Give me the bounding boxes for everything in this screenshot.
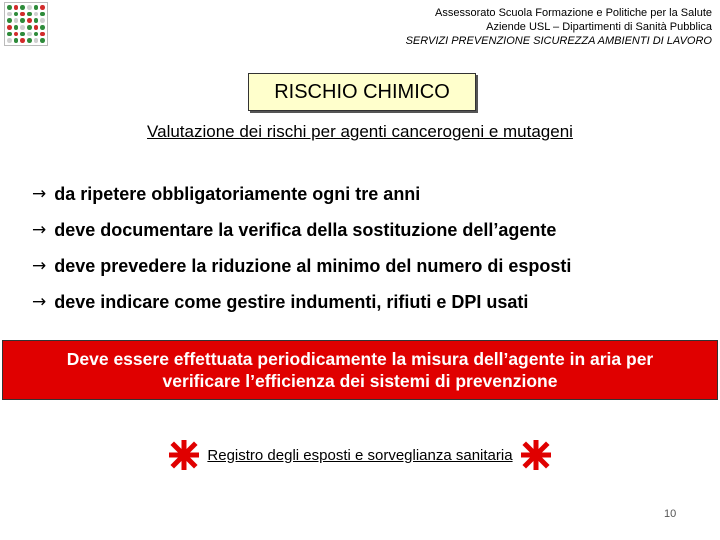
logo-dot — [34, 25, 39, 30]
header-line-2: Aziende USL – Dipartimenti di Sanità Pubblica — [486, 21, 712, 33]
bullet-text: deve prevedere la riduzione al minimo del numero di esposti — [54, 255, 572, 276]
logo-dot — [34, 18, 39, 23]
logo-dot — [14, 5, 19, 10]
logo-dot — [14, 32, 19, 37]
bullet-item — [32, 284, 712, 320]
highlight-banner — [2, 340, 718, 400]
logo-dot — [7, 32, 12, 37]
banner-line-1: Deve essere effettuata periodicamente la misura dell’agente in aria per — [66, 349, 654, 369]
logo-dot — [20, 25, 25, 30]
logo-dot — [14, 12, 19, 17]
logo-dot — [34, 5, 39, 10]
logo-dot — [34, 38, 39, 43]
red-asterisk-icon — [521, 440, 551, 470]
bullet-text: deve indicare come gestire indumenti, rifiuti e DPI usati — [54, 291, 529, 312]
logo-dot — [20, 12, 25, 17]
logo-dot — [27, 5, 32, 10]
arrow-icon: → — [32, 220, 47, 240]
logo-dot — [7, 5, 12, 10]
bullet-item — [32, 248, 712, 284]
registry-row — [0, 440, 720, 470]
page-number: 10 — [664, 508, 677, 520]
logo-dot — [20, 5, 25, 10]
logo-dot — [34, 12, 39, 17]
header-line-3: SERVIZI PREVENZIONE SICUREZZA AMBIENTI DI LAVORO — [405, 35, 712, 47]
arrow-icon: → — [32, 256, 47, 276]
logo-dot — [7, 12, 12, 17]
header-line-1: Assessorato Scuola Formazione e Politiche per la Salute — [435, 7, 712, 19]
bullet-item — [32, 176, 712, 212]
banner-line-2: verificare l’efficienza dei sistemi di prevenzione — [162, 371, 558, 391]
logo-dot — [27, 18, 32, 23]
logo-dot — [7, 25, 12, 30]
bullet-item — [32, 212, 712, 248]
arrow-icon: → — [32, 292, 47, 312]
logo-dot — [7, 38, 12, 43]
logo-dot — [40, 25, 45, 30]
bullet-text: da ripetere obbligatoriamente ogni tre anni — [54, 183, 421, 204]
header — [252, 6, 712, 48]
logo-dot — [40, 18, 45, 23]
bullet-list — [32, 176, 712, 320]
registry-link[interactable]: Registro degli esposti e sorveglianza sanitaria — [207, 446, 513, 464]
logo-dot — [14, 18, 19, 23]
logo-dot — [20, 18, 25, 23]
logo-dot — [7, 18, 12, 23]
logo-dot — [20, 32, 25, 37]
slide-title: RISCHIO CHIMICO — [248, 73, 476, 111]
logo-dot — [34, 32, 39, 37]
logo-dot — [40, 38, 45, 43]
bullet-text: deve documentare la verifica della sostituzione dell’agente — [54, 219, 557, 240]
logo-dot — [14, 25, 19, 30]
logo-dot — [20, 38, 25, 43]
logo-dot — [27, 32, 32, 37]
logo-dot — [14, 38, 19, 43]
arrow-icon: → — [32, 184, 47, 204]
logo-dot — [40, 12, 45, 17]
logo-dot — [27, 12, 32, 17]
regional-logo-icon — [4, 2, 48, 46]
logo-dot — [27, 25, 32, 30]
logo-dot — [27, 38, 32, 43]
slide-subtitle: Valutazione dei rischi per agenti cancerogeni e mutageni — [147, 122, 573, 141]
logo-dot — [40, 32, 45, 37]
logo-dot — [40, 5, 45, 10]
red-asterisk-icon — [169, 440, 199, 470]
